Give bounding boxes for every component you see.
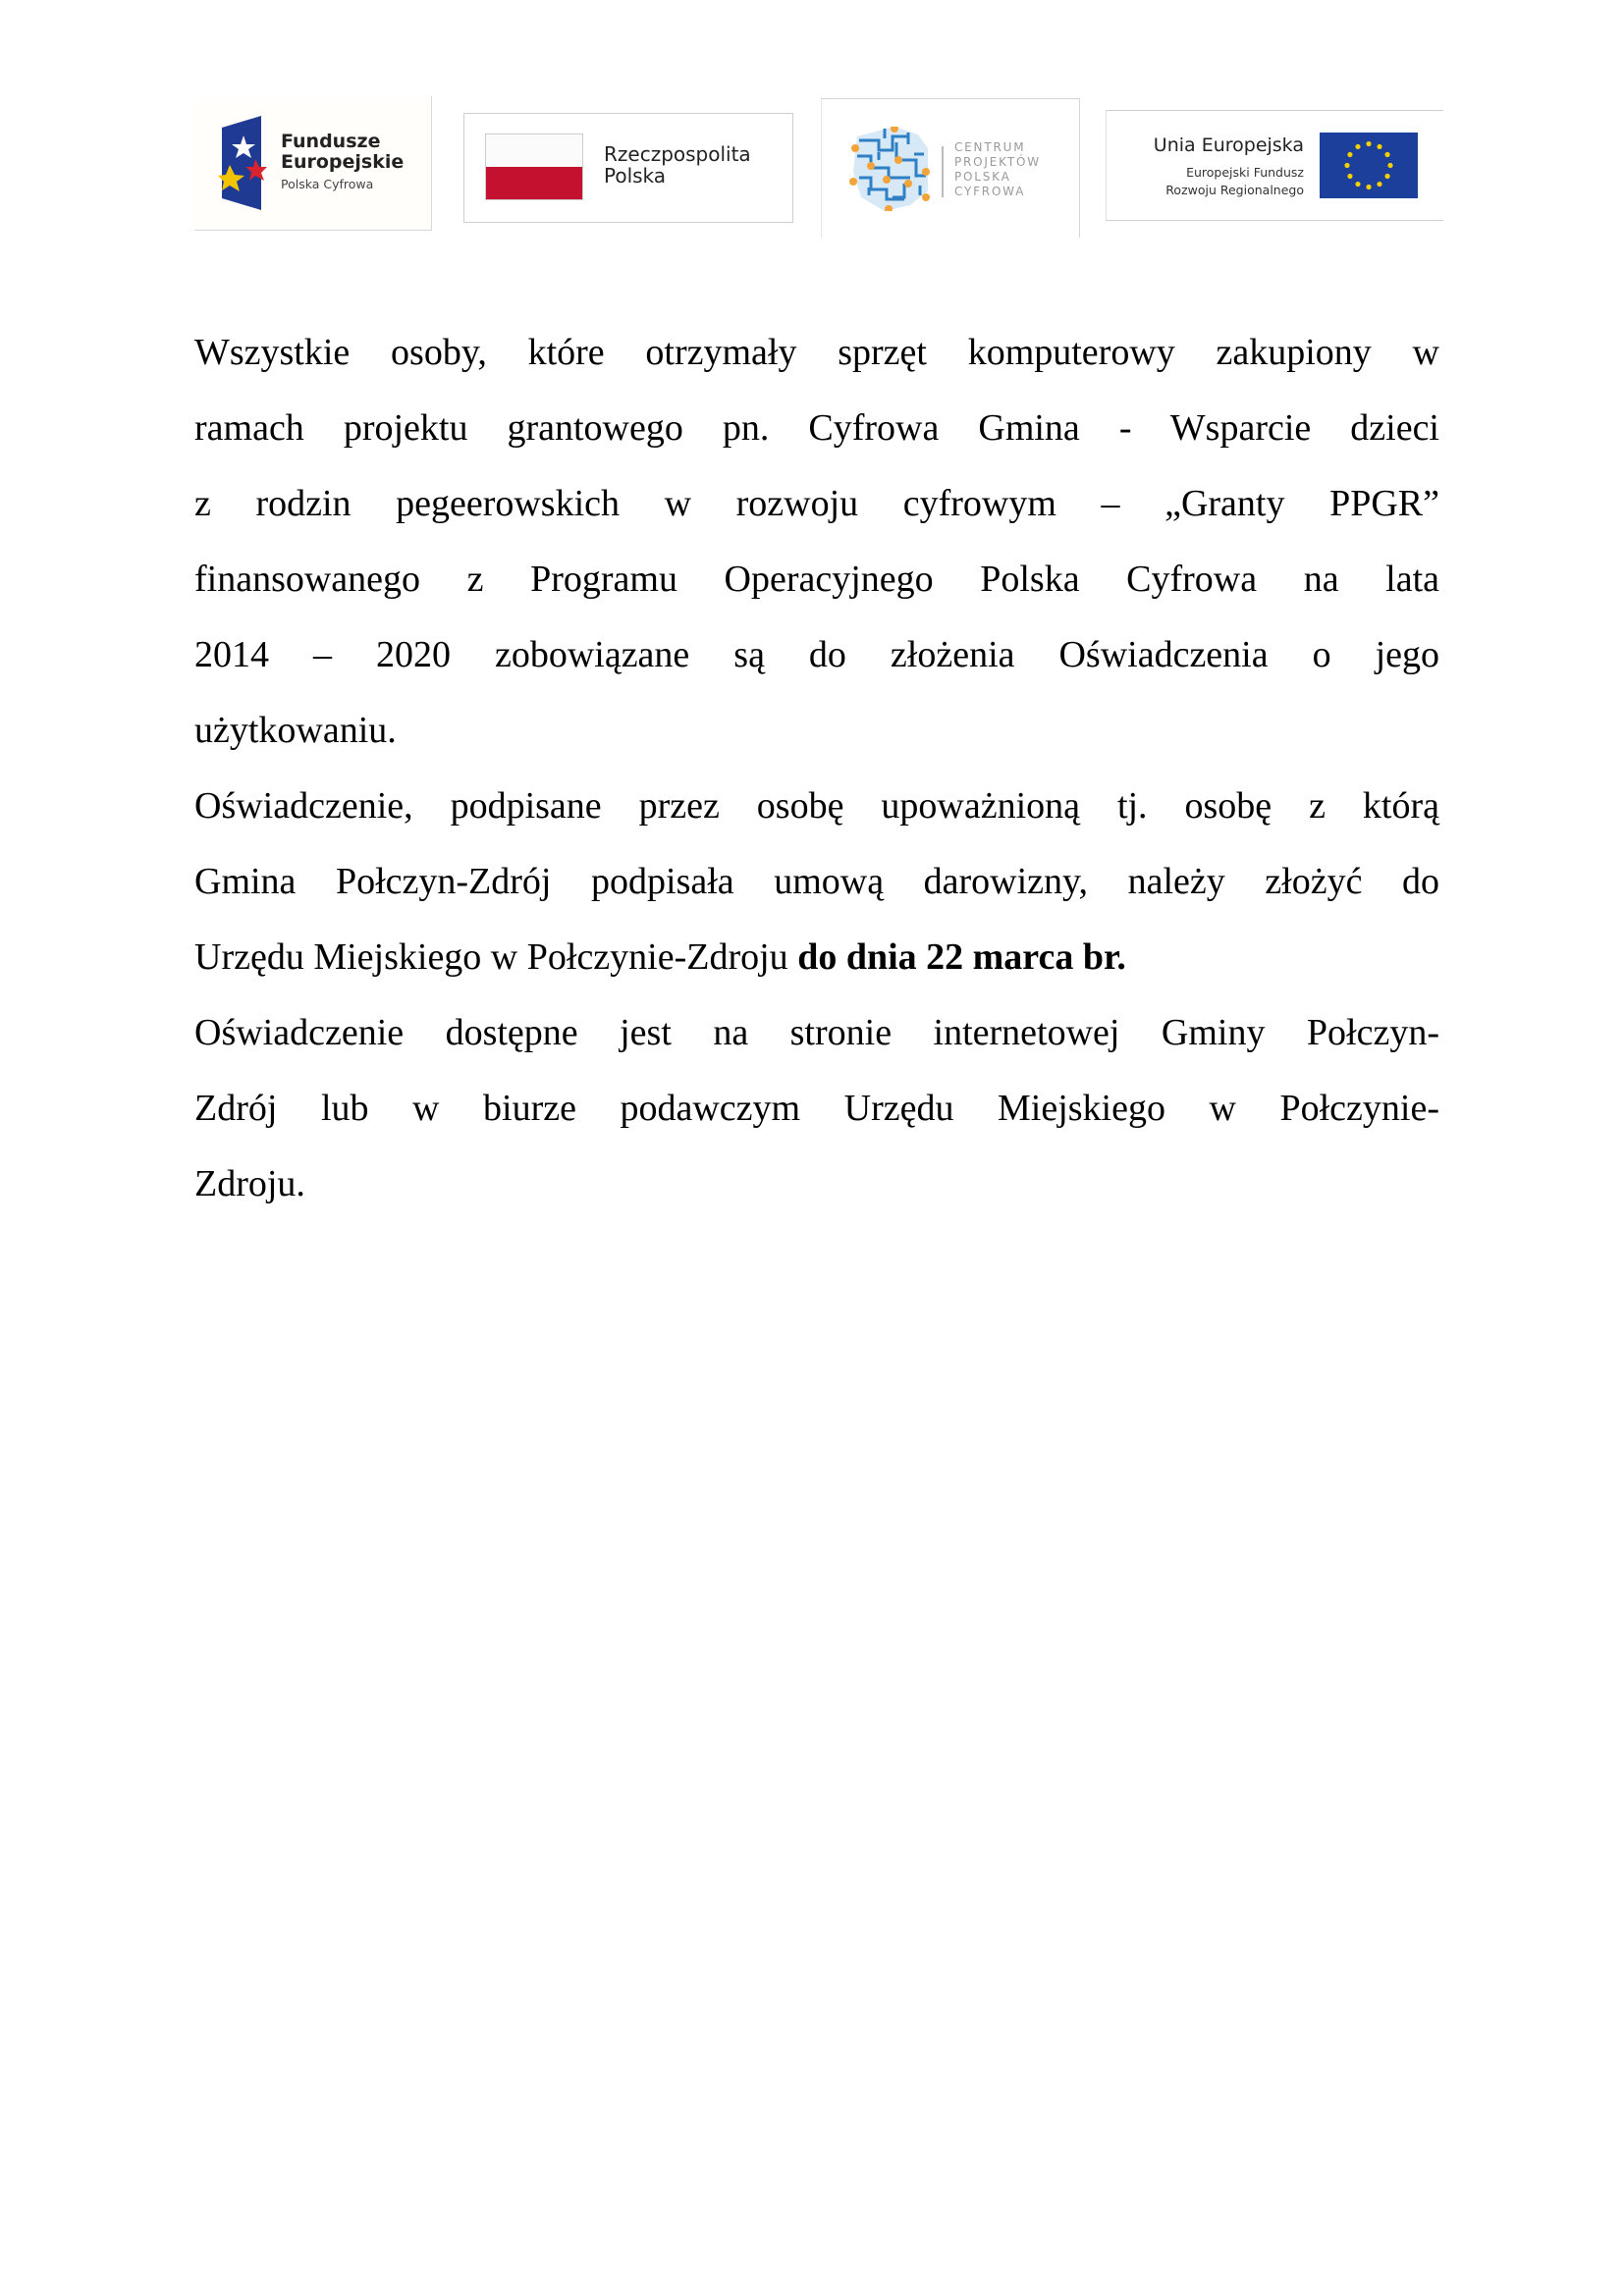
eu-star-icon [1384,174,1389,179]
text-line: Oświadczenie, podpisane przez osobę upoważnioną tj. osobę z którą [194,785,1439,827]
text-line: użytkowaniu. [194,710,397,751]
circuit-map-emblem-icon [849,127,934,211]
ue-subtitle: Europejski Fundusz Rozwoju Regionalnego [1165,165,1304,197]
text-segment: Urzędu Miejskiego w Połczynie-Zdroju [194,936,798,978]
logo-divider [942,146,944,197]
logo-fundusze-europejskie [194,96,432,231]
text-line: Zdrój lub w biurze podawczym Urzędu Miejskiego w Połczynie- [194,1088,1439,1129]
text-line [194,934,1439,1010]
announcement-text [194,330,1439,1237]
paragraph-2 [194,783,1439,1010]
eu-star-icon [1344,163,1349,168]
logo-centrum-projektow-polska-cyfrowa [821,98,1080,238]
polish-flag-icon [485,133,583,200]
rp-title: Rzeczpospolita Polska [604,142,751,187]
ue-title: Unia Europejska [1153,134,1304,156]
eu-star-icon [1347,174,1352,179]
eu-star-icon [1377,182,1381,187]
text-line: 2014 – 2020 zobowiązane są do złożenia Oświadczenia o jego [194,634,1439,675]
cppc-text: CENTRUM PROJEKTÓW POLSKA CYFROWA [954,140,1041,198]
deadline-emphasis: do dnia 22 marca br. [797,936,1126,978]
logo-unia-europejska [1106,110,1443,221]
paragraph-3 [194,1010,1439,1237]
text-line: Zdroju. [194,1163,305,1204]
eu-star-icon [1355,144,1360,149]
text-line: ramach projektu grantowego pn. Cyfrowa Gmina - Wsparcie dzieci [194,407,1439,449]
eu-star-icon [1384,152,1389,157]
eu-star-icon [1377,144,1381,149]
eu-star-icon [1366,185,1371,189]
text-line: Oświadczenie dostępne jest na stronie internetowej Gminy Połczyn- [194,1012,1439,1053]
text-line: Gmina Połczyn-Zdrój podpisała umową darowizny, należy złożyć do [194,861,1439,902]
text-line: Wszystkie osoby, które otrzymały sprzęt komputerowy zakupiony w [194,332,1439,373]
fe-subtitle: Polska Cyfrowa [281,177,374,191]
eu-star-icon [1366,141,1371,146]
fundusze-europejskie-emblem-icon [216,116,273,210]
text-line: finansowanego z Programu Operacyjnego Polska Cyfrowa na lata [194,559,1439,600]
eu-flag-icon [1320,133,1418,198]
eu-star-icon [1355,182,1360,187]
eu-star-icon [1347,152,1352,157]
eu-star-icon [1387,163,1392,168]
text-line: z rodzin pegeerowskich w rozwoju cyfrowym – „Granty PPGR” [194,483,1439,524]
logo-rzeczpospolita-polska [463,113,793,223]
fe-title: Fundusze Europejskie [281,131,405,173]
paragraph-1 [194,330,1439,783]
